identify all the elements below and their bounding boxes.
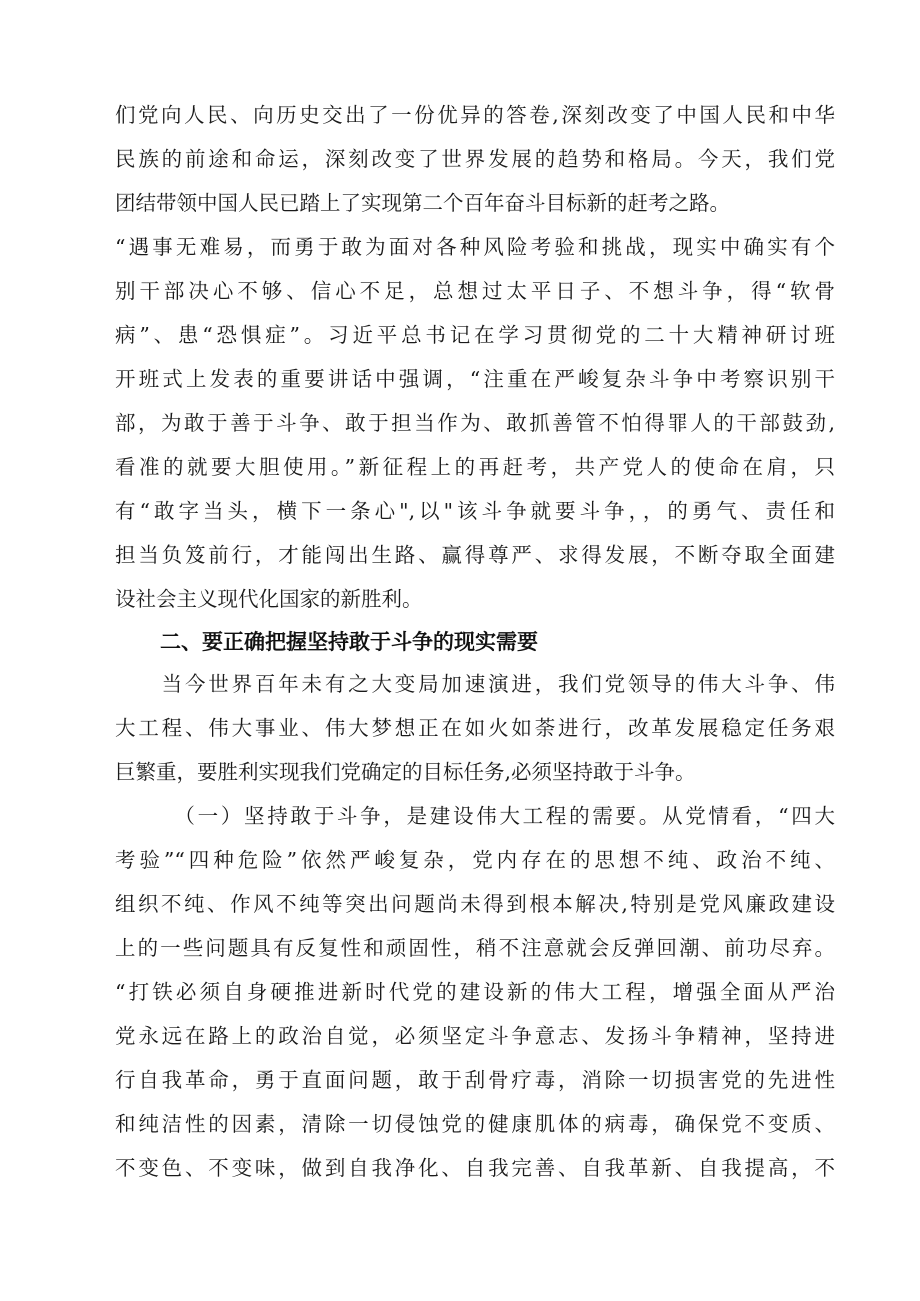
text-line: 上的一些问题具有反复性和顽固性，稍不注意就会反弹回潮、前功尽弃。 bbox=[115, 936, 835, 960]
text-line: 团结带领中国人民已踏上了实现第二个百年奋斗目标新的赶考之路。 bbox=[115, 191, 730, 215]
text-line: 开班式上发表的重要讲话中强调，“注重在严峻复杂斗争中考察识别干 bbox=[115, 367, 835, 391]
text-line: 病”、患“恐惧症”。习近平总书记在学习贯彻党的二十大精神研讨班 bbox=[115, 323, 835, 347]
text-line: 和纯洁性的因素，清除一切侵蚀党的健康肌体的病毒，确保党不变质、 bbox=[115, 1112, 835, 1136]
text-line: 当今世界百年未有之大变局加速演进，我们党领导的伟大斗争、伟 bbox=[115, 672, 835, 696]
text-line: 行自我革命，勇于直面问题，敢于刮骨疗毒，消除一切损害党的先进性 bbox=[115, 1068, 835, 1092]
text-line: “打铁必须自身硬推进新时代党的建设新的伟大工程，增强全面从严治 bbox=[115, 980, 835, 1004]
section-heading: 二、要正确把握坚持敢于斗争的现实需要 bbox=[160, 630, 538, 654]
text-line: 设社会主义现代化国家的新胜利。 bbox=[115, 587, 423, 611]
text-line: 有“敢字当头，横下一条心",以"该斗争就要斗争，，的勇气、责任和 bbox=[115, 499, 835, 523]
text-line: 看准的就要大胆使用。”新征程上的再赶考，共产党人的使命在肩，只 bbox=[115, 455, 835, 479]
text-line: 大工程、伟大事业、伟大梦想正在如火如荼进行，改革发展稳定任务艰 bbox=[115, 716, 835, 740]
text-line: 不变色、不变味，做到自我净化、自我完善、自我革新、自我提高，不 bbox=[115, 1156, 835, 1180]
text-line: 们党向人民、向历史交出了一份优异的答卷,深刻改变了中国人民和中华 bbox=[115, 103, 835, 127]
text-line: 部，为敢于善于斗争、敢于担当作为、敢抓善管不怕得罪人的干部鼓劲, bbox=[115, 411, 835, 435]
text-line: 考验”“四种危险”依然严峻复杂，党内存在的思想不纯、政治不纯、 bbox=[115, 848, 835, 872]
text-line: （一）坚持敢于斗争，是建设伟大工程的需要。从党情看，“四大 bbox=[115, 804, 835, 828]
text-line: “遇事无难易，而勇于敢为面对各种风险考验和挑战，现实中确实有个 bbox=[115, 235, 835, 259]
text-line: 民族的前途和命运，深刻改变了世界发展的趋势和格局。今天，我们党 bbox=[115, 147, 835, 171]
text-line: 别干部决心不够、信心不足，总想过太平日子、不想斗争，得“软骨 bbox=[115, 279, 835, 303]
text-line: 组织不纯、作风不纯等突出问题尚未得到根本解决,特别是党风廉政建设 bbox=[115, 892, 835, 916]
text-line: 担当负笈前行，才能闯出生路、赢得尊严、求得发展，不断夺取全面建 bbox=[115, 543, 835, 567]
text-line: 党永远在路上的政治自觉，必须坚定斗争意志、发扬斗争精神，坚持进 bbox=[115, 1024, 835, 1048]
text-line: 巨繁重，要胜利实现我们党确定的目标任务,必须坚持敢于斗争。 bbox=[115, 760, 696, 784]
